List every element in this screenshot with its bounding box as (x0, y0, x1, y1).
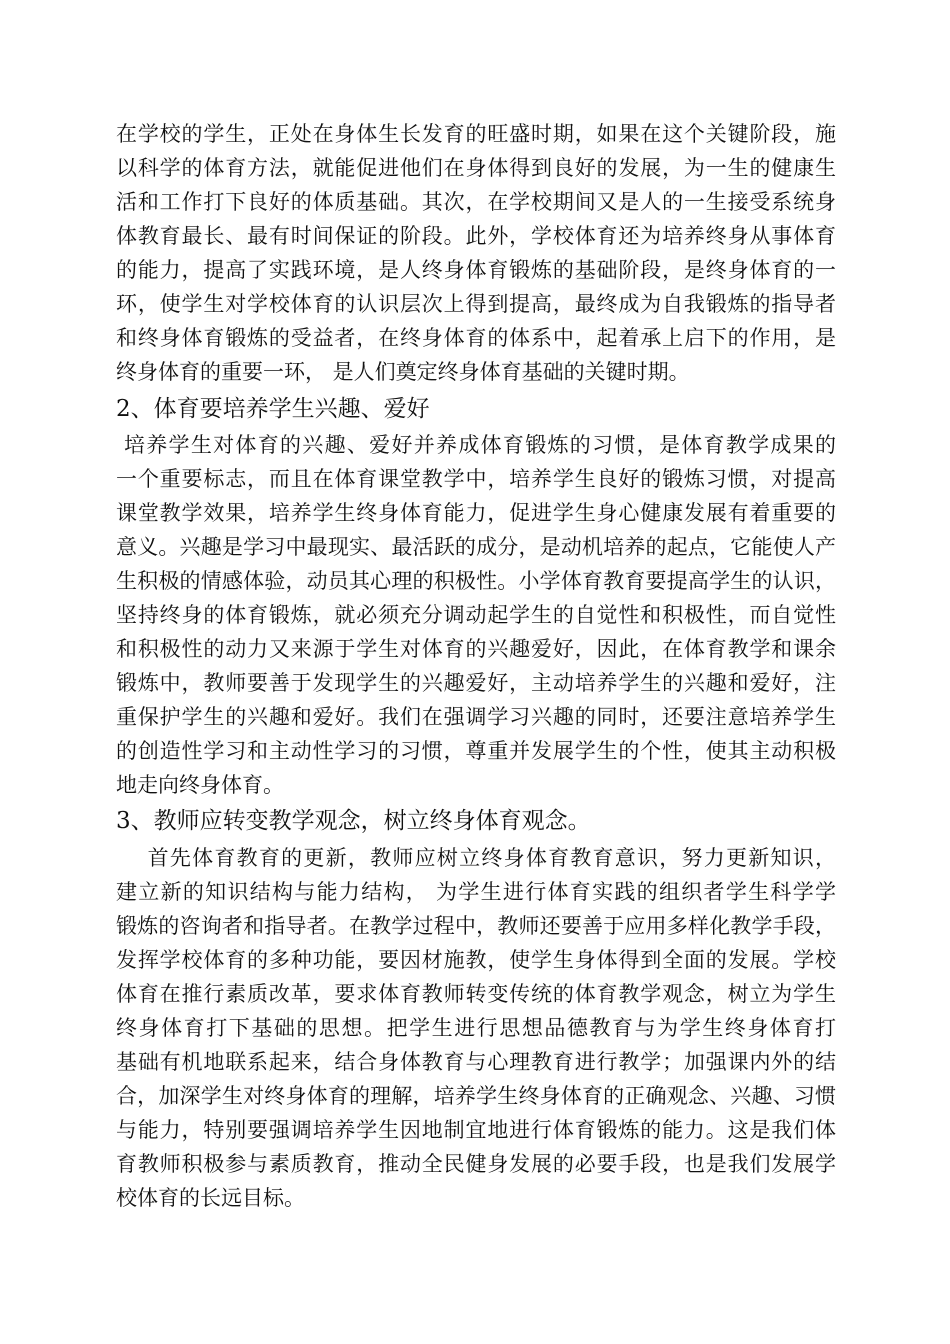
text-line: 以科学的体育方法，就能促进他们在身体得到良好的发展，为一生的健康生 (116, 156, 836, 180)
text-line: 活和工作打下良好的体质基础。其次，在学校期间又是人的一生接受系统身 (116, 190, 836, 214)
text-line: 建立新的知识结构与能力结构， 为学生进行体育实践的组织者学生科学学 (116, 880, 836, 904)
text-line: 发挥学校体育的多种功能，要因材施教，使学生身体得到全面的发展。学校 (116, 948, 836, 972)
text-line: 在学校的学生，正处在身体生长发育的旺盛时期，如果在这个关键阶段，施 (116, 122, 836, 146)
text-line: 锻炼中，教师要善于发现学生的兴趣爱好，主动培养学生的兴趣和爱好，注 (116, 671, 836, 695)
text-line: 地走向终身体育。 (116, 773, 284, 797)
section-heading-2: 2、体育要培养学生兴趣、爱好 (116, 396, 430, 422)
text-line: 的创造性学习和主动性学习的习惯，尊重并发展学生的个性，使其主动积极 (116, 739, 836, 763)
text-line: 和终身体育锻炼的受益者，在终身体育的体系中，起着承上启下的作用，是 (116, 326, 836, 350)
text-line: 育教师积极参与素质教育，推动全民健身发展的必要手段，也是我们发展学 (116, 1152, 836, 1176)
text-line: 首先体育教育的更新，教师应树立终身体育教育意识，努力更新知识， (116, 846, 836, 870)
text-line: 终身体育打下基础的思想。把学生进行思想品德教育与为学生终身体育打 (116, 1016, 836, 1040)
text-line: 与能力，特别要强调培养学生因地制宜地进行体育锻炼的能力。这是我们体 (116, 1118, 836, 1142)
text-line: 坚持终身的体育锻炼，就必须充分调动起学生的自觉性和积极性，而自觉性 (116, 603, 836, 627)
text-line: 合，加深学生对终身体育的理解，培养学生终身体育的正确观念、兴趣、习惯 (116, 1084, 836, 1108)
text-line: 体育在推行素质改革，要求体育教师转变传统的体育教学观念，树立为学生 (116, 982, 836, 1006)
text-line: 课堂教学效果，培养学生终身体育能力，促进学生身心健康发展有着重要的 (116, 501, 836, 525)
text-line: 环，使学生对学校体育的认识层次上得到提高，最终成为自我锻炼的指导者 (116, 292, 836, 316)
text-line: 终身体育的重要一环， 是人们奠定终身体育基础的关键时期。 (116, 360, 690, 384)
text-line: 体教育最长、最有时间保证的阶段。此外，学校体育还为培养终身从事体育 (116, 224, 836, 248)
section-heading-3: 3、教师应转变教学观念，树立终身体育观念。 (116, 808, 591, 834)
text-line: 意义。兴趣是学习中最现实、最活跃的成分，是动机培养的起点，它能使人产 (116, 535, 836, 559)
text-line: 培养学生对体育的兴趣、爱好并养成体育锻炼的习惯，是体育教学成果的 (116, 433, 836, 457)
text-line: 和积极性的动力又来源于学生对体育的兴趣爱好，因此，在体育教学和课余 (116, 637, 836, 661)
text-line: 校体育的长远目标。 (116, 1186, 305, 1210)
text-line: 一个重要标志，而且在体育课堂教学中，培养学生良好的锻炼习惯，对提高 (116, 467, 836, 491)
text-line: 生积极的情感体验，动员其心理的积极性。小学体育教育要提高学生的认识， (116, 569, 836, 593)
text-line: 重保护学生的兴趣和爱好。我们在强调学习兴趣的同时，还要注意培养学生 (116, 705, 836, 729)
text-line: 锻炼的咨询者和指导者。在教学过程中，教师还要善于应用多样化教学手段， (116, 914, 836, 938)
text-line: 基础有机地联系起来，结合身体教育与心理教育进行教学；加强课内外的结 (116, 1050, 836, 1074)
text-line: 的能力，提高了实践环境，是人终身体育锻炼的基础阶段，是终身体育的一 (116, 258, 836, 282)
